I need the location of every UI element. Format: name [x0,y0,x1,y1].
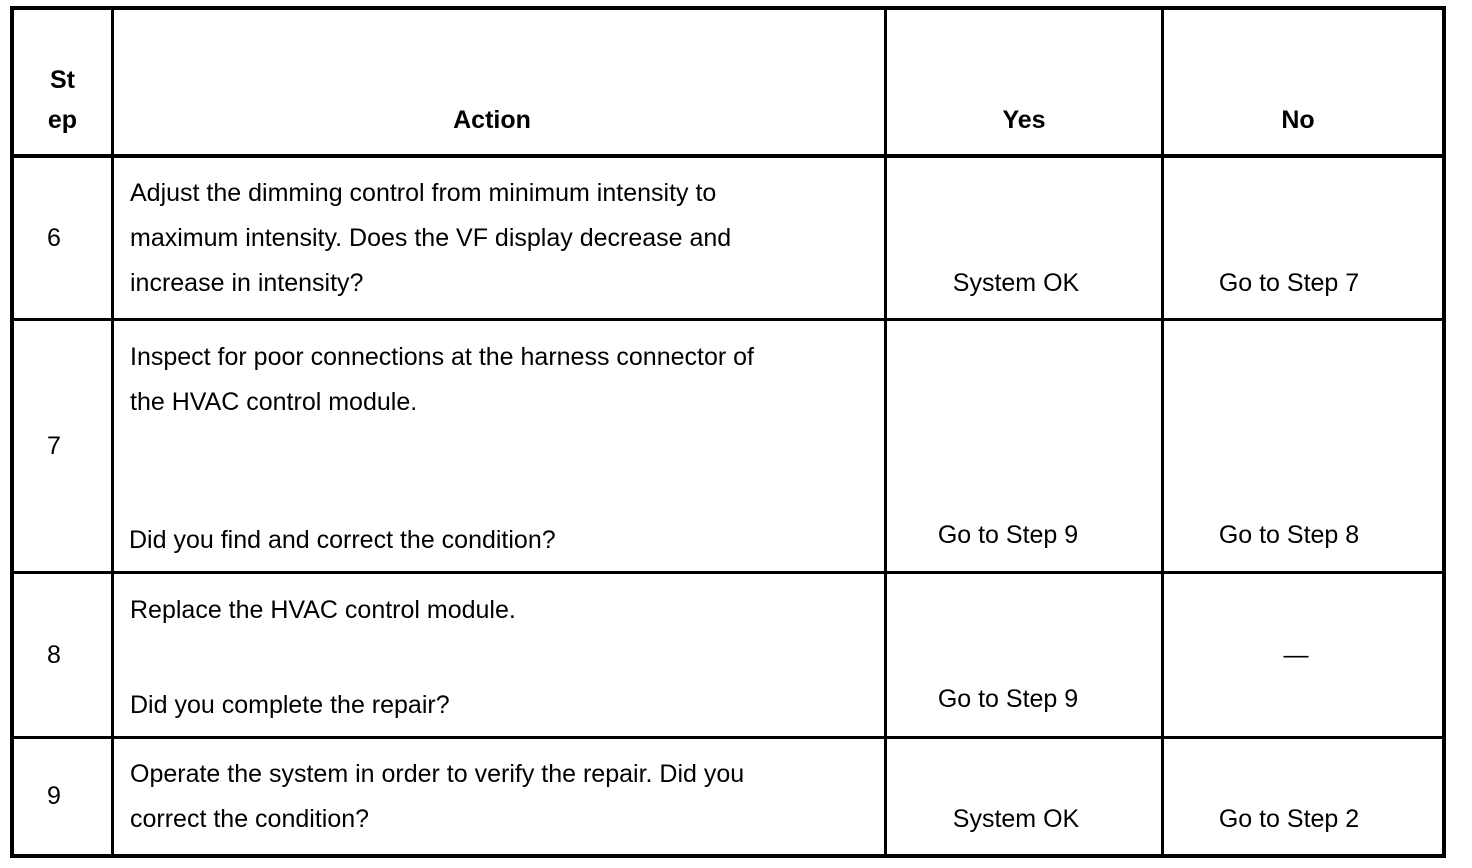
row-divider [10,736,1446,739]
step-number: 9 [47,782,61,810]
table-border-top [10,6,1446,10]
action-text: Inspect for poor connections at the harness connector of [130,343,754,371]
yes-result: System OK [952,805,1080,833]
table-border-bottom [10,854,1446,858]
yes-result: System OK [952,269,1080,297]
row-divider [10,318,1446,321]
header-no: No [1281,106,1315,134]
no-result: — [1283,641,1309,669]
table-border-right [1442,6,1446,858]
action-question: Did you find and correct the condition? [129,526,556,554]
header-step-line2: ep [47,106,78,134]
row-divider [10,571,1446,574]
action-text: Replace the HVAC control module. [130,596,516,624]
no-result: Go to Step 2 [1218,805,1360,833]
action-text: Operate the system in order to verify the repair. Did you [130,760,745,788]
step-number: 6 [47,224,61,252]
action-text: increase in intensity? [130,269,364,297]
header-divider [10,154,1446,158]
yes-result: Go to Step 9 [937,521,1079,549]
header-yes: Yes [1002,106,1046,134]
action-text: correct the condition? [130,805,370,833]
yes-result: Go to Step 9 [937,685,1079,713]
action-question: Did you complete the repair? [130,691,450,719]
header-step-line1: St [50,66,75,94]
step-number: 8 [47,641,61,669]
action-text: the HVAC control module. [130,388,418,416]
action-text: maximum intensity. Does the VF display decrease and [130,224,732,252]
header-action: Action [453,106,531,134]
no-result: Go to Step 8 [1218,521,1360,549]
no-result: Go to Step 7 [1218,269,1360,297]
step-number: 7 [47,432,61,460]
action-text: Adjust the dimming control from minimum intensity to [130,179,717,207]
